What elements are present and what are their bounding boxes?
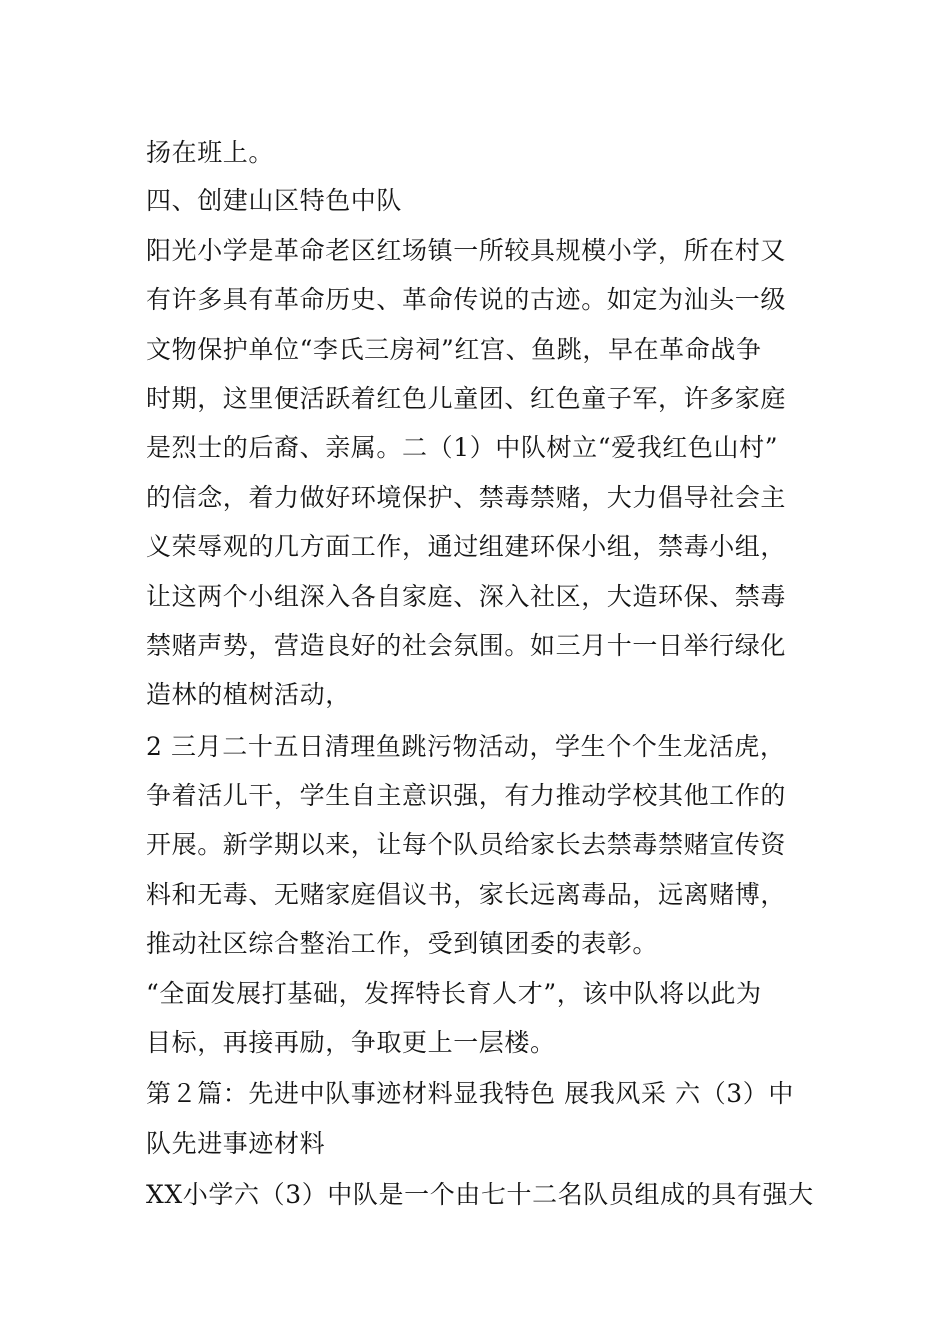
text-line: 料和无毒、无赌家庭倡议书，家长远离毒品，远离赌博， <box>146 880 787 909</box>
article-heading-continuation: 队先进事迹材料 <box>146 1129 326 1158</box>
section-heading-four: 四、创建山区特色中队 <box>146 186 403 215</box>
text-line: 让这两个小组深入各自家庭、深入社区，大造环保、禁毒 <box>146 582 787 611</box>
text-line: XX小学六（3）中队是一个由七十二名队员组成的具有强大 <box>146 1180 814 1209</box>
text-line: 义荣辱观的几方面工作，通过组建环保小组，禁毒小组， <box>146 532 787 561</box>
text-line: 是烈士的后裔、亲属。二（1）中队树立“爱我红色山村” <box>146 433 779 462</box>
text-line: 2 三月二十五日清理鱼跳污物活动，学生个个生龙活虎， <box>146 732 786 761</box>
text-line: “全面发展打基础，发挥特长育人才”，该中队将以此为 <box>146 979 762 1008</box>
text-line: 文物保护单位“李氏三房祠”红宫、鱼跳，早在革命战争 <box>146 335 762 364</box>
article-heading: 第２篇：先进中队事迹材料显我特色 展我风采 六（3）中 <box>146 1079 795 1108</box>
text-line: 有许多具有革命历史、革命传说的古迹。如定为汕头一级 <box>146 285 787 314</box>
text-line: 造林的植树活动， <box>146 680 351 709</box>
text-line: 开展。新学期以来，让每个队员给家长去禁毒禁赌宣传资 <box>146 830 787 859</box>
text-line-continuation: 扬在班上。 <box>146 138 275 167</box>
text-line: 的信念，着力做好环境保护、禁毒禁赌，大力倡导社会主 <box>146 483 787 512</box>
text-line: 禁赌声势，营造良好的社会氛围。如三月十一日举行绿化 <box>146 631 787 660</box>
text-line: 时期，这里便活跃着红色儿童团、红色童子军，许多家庭 <box>146 384 787 413</box>
text-line: 阳光小学是革命老区红场镇一所较具规模小学，所在村又 <box>146 236 787 265</box>
text-line: 争着活儿干，学生自主意识强，有力推动学校其他工作的 <box>146 781 787 810</box>
text-line: 推动社区综合整治工作，受到镇团委的表彰。 <box>146 929 659 958</box>
text-line: 目标，再接再励，争取更上一层楼。 <box>146 1028 556 1057</box>
